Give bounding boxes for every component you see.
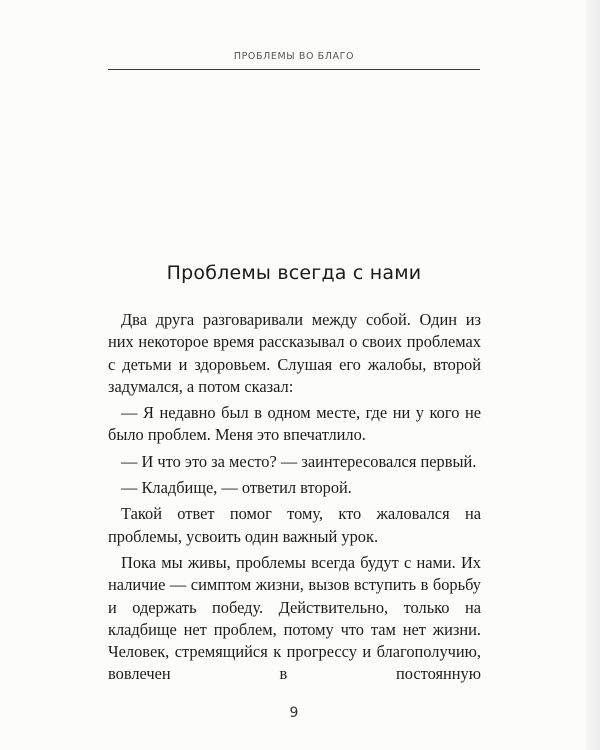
header-rule	[108, 69, 480, 70]
paragraph: Такой ответ помог тому, кто жаловался на проблемы, усвоить один важный урок.	[108, 504, 481, 546]
running-head: ПРОБЛЕМЫ ВО БЛАГО	[233, 51, 355, 62]
paragraph: Пока мы живы, проблемы всегда будут с нами. Их наличие — симптом жизни, вызов вступить в борьбу и одержать победу. Действительно, только на кладбище нет проблем, потому что там нет жизни. Человек, стремящийся к прогрессу и благополучию, вовлечен в постоянную	[108, 552, 481, 684]
page-number: 9	[289, 705, 299, 721]
chapter-title: Проблемы всегда с нами	[166, 262, 422, 284]
paragraph: — Кладбище, — ответил второй.	[121, 478, 352, 498]
paragraph: — И что это за место? — заинтересовался первый.	[121, 451, 477, 471]
body-text	[108, 309, 481, 690]
page-edge	[586, 0, 600, 750]
paragraph: — Я недавно был в одном месте, где ни у кого не было проблем. Меня это впечатлило.	[108, 403, 481, 445]
paragraph: Два друга разговаривали между собой. Один из них некоторое время рассказывал о своих проблемах с детьми и здоровьем. Слушая его жалобы, второй задумался, а потом сказал:	[108, 310, 481, 396]
